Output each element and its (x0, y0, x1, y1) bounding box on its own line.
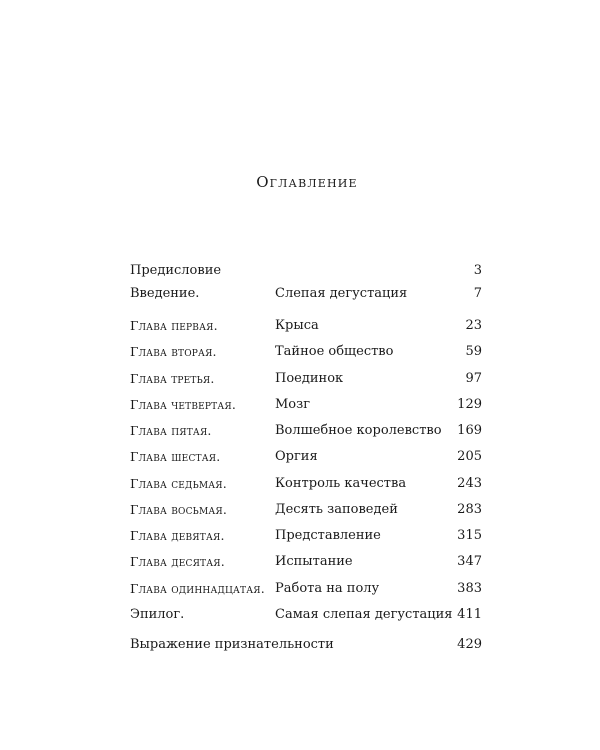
entry-page-number: 283 (457, 502, 482, 517)
entry-label: Глава одиннадцатая. (130, 581, 265, 596)
entry-page-number: 315 (457, 528, 482, 543)
entry-page-number: 59 (465, 344, 482, 359)
entry-subtitle: Работа на полу (275, 581, 380, 596)
entry-subtitle: Тайное общество (275, 344, 394, 359)
entry-label: Глава восьмая. (130, 502, 228, 517)
toc-entry (130, 579, 482, 599)
entry-page-number: 23 (465, 318, 482, 333)
entry-page-number: 243 (457, 476, 482, 491)
table-of-contents (130, 0, 482, 750)
entry-subtitle: Мозг (275, 397, 311, 412)
entry-page-number: 3 (473, 263, 482, 278)
entry-label: Глава пятая. (130, 423, 212, 438)
toc-entry (130, 369, 482, 389)
entry-page-number: 169 (457, 423, 482, 438)
page-title: Оглавление (256, 173, 358, 191)
toc-entry (130, 605, 482, 625)
entry-subtitle: Самая слепая дегустация (275, 607, 453, 622)
entry-page-number: 205 (457, 449, 482, 464)
entry-subtitle: Представление (275, 528, 381, 543)
toc-entry (130, 395, 482, 415)
toc-entry (130, 474, 482, 494)
toc-entry (130, 284, 482, 304)
entry-label: Глава шестая. (130, 449, 221, 464)
entry-page-number: 97 (465, 371, 482, 386)
toc-entry (130, 342, 482, 362)
entry-label: Предисловие (130, 263, 222, 278)
entry-label: Глава четвертая. (130, 397, 237, 412)
toc-entry (130, 526, 482, 546)
entry-page-number: 383 (457, 581, 482, 596)
entry-label: Эпилог. (130, 607, 185, 622)
entry-label: Введение. (130, 286, 200, 301)
entry-page-number: 411 (457, 607, 482, 622)
entry-subtitle: Десять заповедей (275, 502, 398, 517)
entry-subtitle: Волшебное королевство (275, 423, 442, 438)
entry-label: Глава девятая. (130, 528, 225, 543)
entry-subtitle: Крыса (275, 318, 319, 333)
entry-label: Глава десятая. (130, 554, 225, 569)
entry-label: Глава третья. (130, 371, 215, 386)
entry-subtitle: Слепая дегустация (275, 286, 408, 301)
toc-entry (130, 316, 482, 336)
entry-subtitle: Испытание (275, 554, 353, 569)
entry-subtitle: Контроль качества (275, 476, 407, 491)
entry-label: Глава вторая. (130, 344, 217, 359)
entry-label: Глава седьмая. (130, 476, 227, 491)
entry-subtitle: Поединок (275, 371, 344, 386)
toc-entry (130, 261, 482, 281)
entry-page-number: 7 (473, 286, 482, 301)
entry-label: Выражение признательности (130, 637, 334, 652)
entry-page-number: 129 (457, 397, 482, 412)
toc-entry (130, 552, 482, 572)
entry-page-number: 429 (457, 637, 482, 652)
entry-page-number: 347 (457, 554, 482, 569)
entry-label: Глава первая. (130, 318, 218, 333)
toc-entry (130, 421, 482, 441)
toc-entry (130, 447, 482, 467)
toc-entry (130, 500, 482, 520)
entry-subtitle: Оргия (275, 449, 318, 464)
toc-entry (130, 635, 482, 655)
